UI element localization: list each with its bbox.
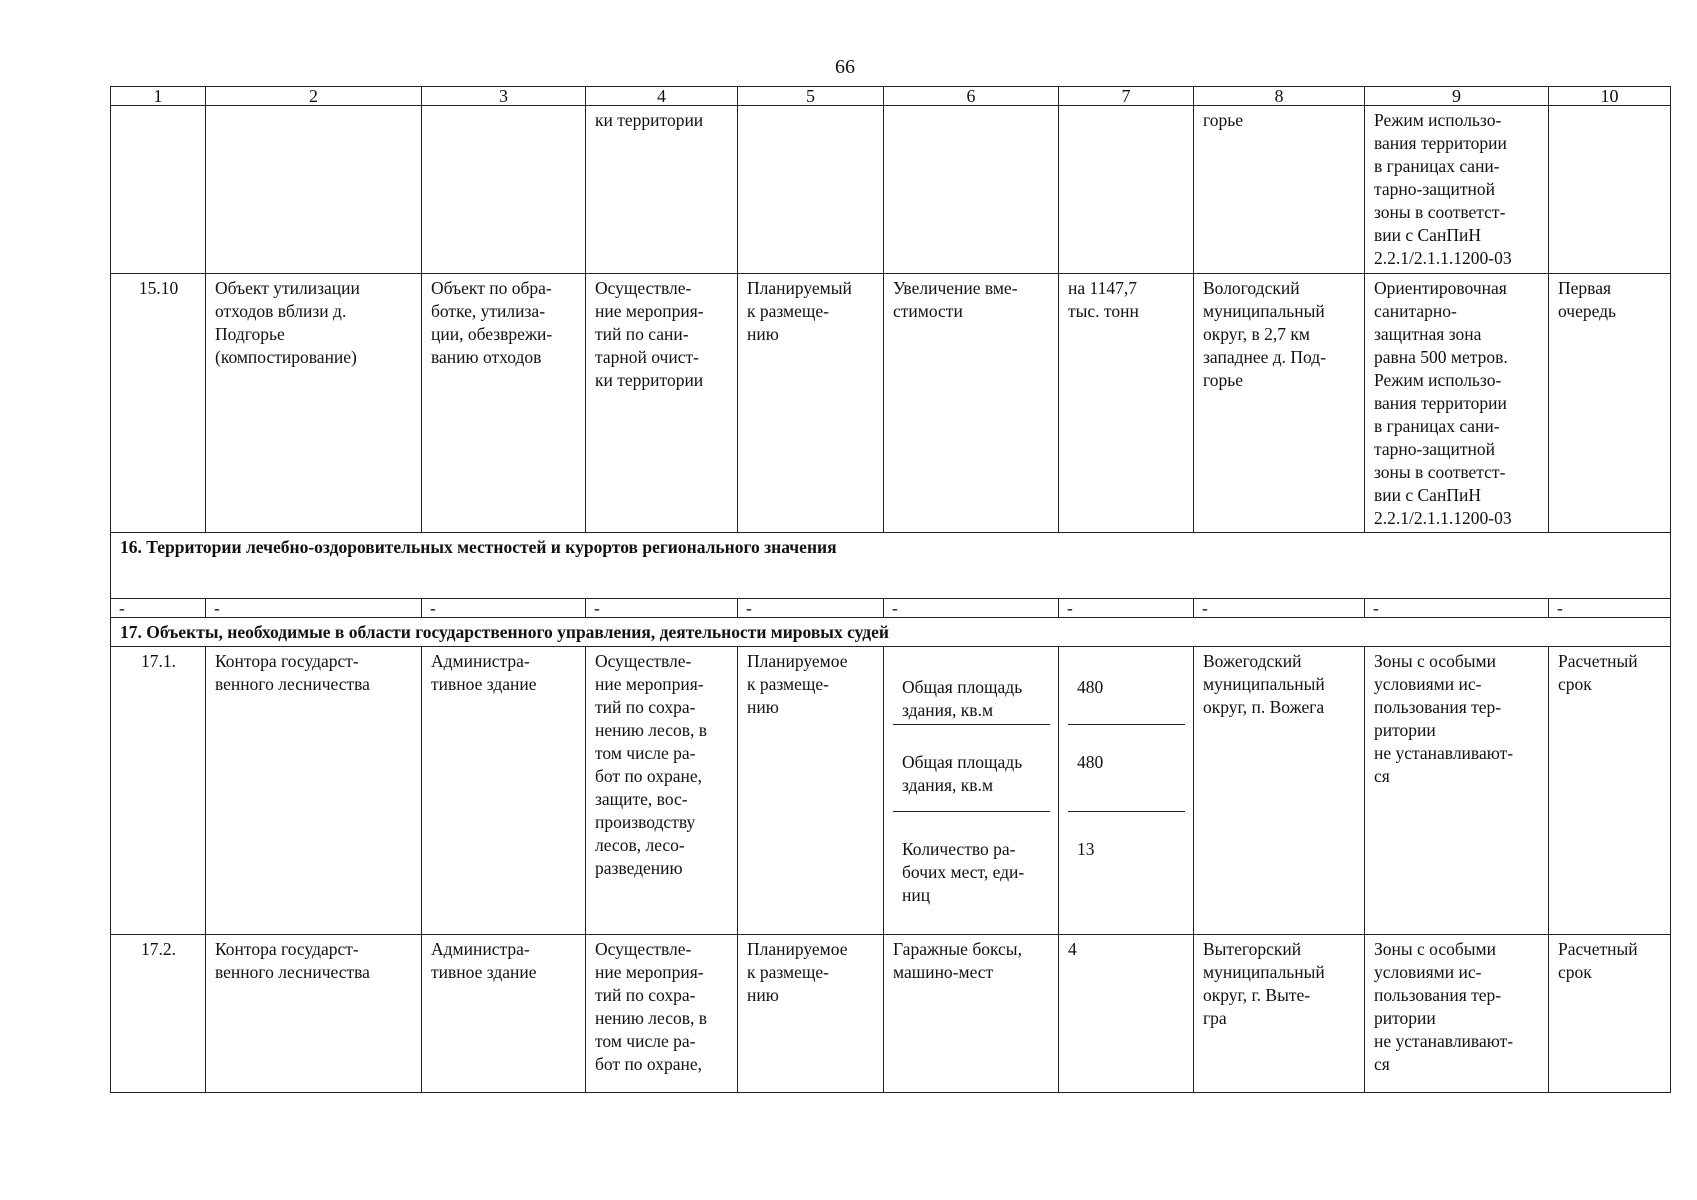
value-area-1: 480 [1068, 673, 1185, 725]
cell-number: 17.1. [111, 647, 206, 935]
col-header-9: 9 [1365, 87, 1549, 106]
cell-value: 4 [1059, 935, 1194, 1093]
cell-term: Расчетный срок [1549, 935, 1671, 1093]
cell-characteristic: Гаражные боксы, машино-мест [884, 935, 1059, 1093]
cell-number: 17.2. [111, 935, 206, 1093]
cell-dash: - [586, 599, 738, 618]
cell-purpose: Администра- тивное здание [422, 935, 586, 1093]
col-header-4: 4 [586, 87, 738, 106]
cell-characteristics [884, 647, 1059, 935]
cell-dash: - [1549, 599, 1671, 618]
cell-zones: Ориентировочная санитарно- защитная зона равна 500 метров. Режим использо- вания территории в границах сани- тарно-защитной зоны в соответст- вии с СанПиН 2.2.1/2.1.1.1200-03 [1365, 274, 1549, 533]
cell-status: Планируемое к размеще- нию [738, 647, 884, 935]
cell-characteristic: Увеличение вме- стимости [884, 274, 1059, 533]
planning-table [110, 86, 1671, 1093]
cell-activity: Осуществле- ние мероприя- тий по сохра- нению лесов, в том числе ра- бот по охране, защите, вос- производству лесов, лесо- разведению [586, 647, 738, 935]
cell-empty [884, 106, 1059, 274]
table-row-17-1 [111, 647, 1671, 935]
cell-status: Планируемое к размеще- нию [738, 935, 884, 1093]
table-row-dashes [111, 599, 1671, 618]
col-header-1: 1 [111, 87, 206, 106]
cell-dash: - [206, 599, 422, 618]
cell-name: Контора государст- венного лесничества [206, 935, 422, 1093]
section-heading-17: 17. Объекты, необходимые в области государственного управления, деятельности мировых судей [111, 618, 1671, 647]
section-row-17 [111, 618, 1671, 647]
section-row-16 [111, 533, 1671, 599]
cell-zones: Зоны с особыми условиями ис- пользования тер- ритории не устанавливают- ся [1365, 647, 1549, 935]
section-heading-16: 16. Территории лечебно-оздоровительных местностей и курортов регионального значения [111, 533, 1671, 599]
cell-activity: Осуществле- ние мероприя- тий по сани- тарной очист- ки территории [586, 274, 738, 533]
col-header-10: 10 [1549, 87, 1671, 106]
cell-dash: - [1194, 599, 1365, 618]
cell-location: Вологодский муниципальный округ, в 2,7 км западнее д. Под- горье [1194, 274, 1365, 533]
cell-empty [738, 106, 884, 274]
cell-location: Вожегодский муниципальный округ, п. Вожега [1194, 647, 1365, 935]
cell-empty [1549, 106, 1671, 274]
cell-activity: ки территории [586, 106, 738, 274]
cell-dash: - [1059, 599, 1194, 618]
cell-empty [111, 106, 206, 274]
cell-term: Первая очередь [1549, 274, 1671, 533]
value-area-2: 480 [1068, 748, 1185, 812]
characteristic-workplaces: Количество ра- бочих мест, еди- ниц [902, 839, 1025, 905]
cell-value: на 1147,7 тыс. тонн [1059, 274, 1194, 533]
cell-empty [1059, 106, 1194, 274]
col-header-3: 3 [422, 87, 586, 106]
cell-dash: - [884, 599, 1059, 618]
cell-empty [206, 106, 422, 274]
cell-zones: Зоны с особыми условиями ис- пользования тер- ритории не устанавливают- ся [1365, 935, 1549, 1093]
cell-dash: - [111, 599, 206, 618]
col-header-7: 7 [1059, 87, 1194, 106]
cell-location: горье [1194, 106, 1365, 274]
cell-values [1059, 647, 1194, 935]
cell-purpose: Объект по обра- ботке, утилиза- ции, обезврежи- ванию отходов [422, 274, 586, 533]
cell-name: Контора государст- венного лесничества [206, 647, 422, 935]
col-header-2: 2 [206, 87, 422, 106]
cell-dash: - [1365, 599, 1549, 618]
characteristic-area-1: Общая площадь здания, кв.м [893, 673, 1050, 725]
cell-activity: Осуществле- ние мероприя- тий по сохра- нению лесов, в том числе ра- бот по охране, [586, 935, 738, 1093]
value-workplaces: 13 [1077, 839, 1095, 859]
cell-dash: - [738, 599, 884, 618]
cell-empty [422, 106, 586, 274]
characteristic-area-2: Общая площадь здания, кв.м [893, 748, 1050, 812]
cell-term: Расчетный срок [1549, 647, 1671, 935]
page-number: 66 [835, 56, 855, 78]
col-header-5: 5 [738, 87, 884, 106]
table-row-17-2 [111, 935, 1671, 1093]
header-row [111, 87, 1671, 106]
table-row-continuation [111, 106, 1671, 274]
cell-number: 15.10 [111, 274, 206, 533]
cell-dash: - [422, 599, 586, 618]
table-row-15-10 [111, 274, 1671, 533]
cell-zones: Режим использо- вания территории в границах сани- тарно-защитной зоны в соответст- вии с СанПиН 2.2.1/2.1.1.1200-03 [1365, 106, 1549, 274]
cell-purpose: Администра- тивное здание [422, 647, 586, 935]
cell-status: Планируемый к размеще- нию [738, 274, 884, 533]
col-header-6: 6 [884, 87, 1059, 106]
col-header-8: 8 [1194, 87, 1365, 106]
cell-name: Объект утилизации отходов вблизи д. Подгорье (компостирование) [206, 274, 422, 533]
cell-location: Вытегорский муниципальный округ, г. Выте- гра [1194, 935, 1365, 1093]
